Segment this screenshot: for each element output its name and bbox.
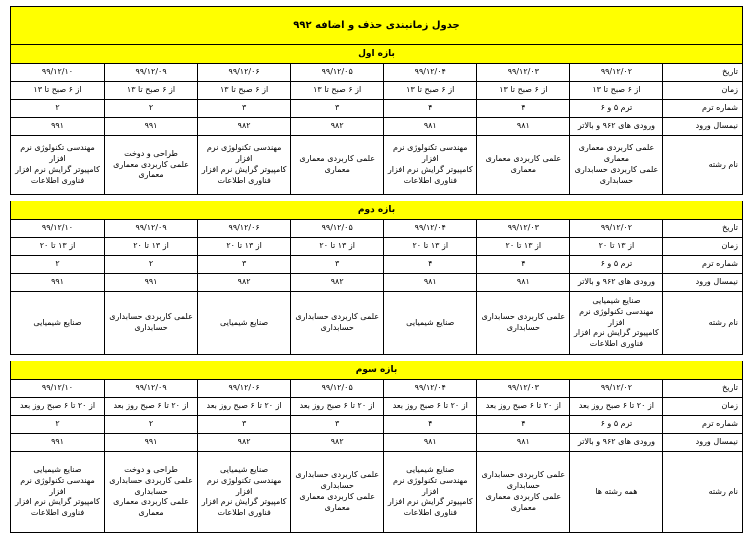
- field-name: مهندسی تکنولوژی نرم افزار: [20, 143, 95, 164]
- table-cell: ۹۹/۱۲/۰۶: [197, 380, 290, 397]
- table-cell: ۹۹/۱۲/۱۰: [41, 383, 74, 393]
- table-cell: از ۲۰ تا ۶ صبح روز بعد: [383, 398, 476, 415]
- field-name: معماری: [138, 508, 164, 518]
- table-cell: ۹۹/۱۲/۰۹: [104, 220, 197, 237]
- field-cell: [11, 452, 104, 532]
- table-cell: ۹۹۱: [104, 274, 197, 291]
- field-cell: [11, 136, 104, 194]
- field-cell: [569, 452, 662, 532]
- field-row: [11, 452, 742, 533]
- field-name: معماری: [138, 170, 164, 180]
- field-name: طراحی و دوخت: [124, 465, 178, 474]
- field-name: کامپیوتر گرایش نرم افزار: [387, 497, 473, 507]
- table-cell: ۴: [383, 100, 476, 117]
- table-cell: ۳: [290, 100, 383, 117]
- table-cell: ۹۹/۱۲/۰۵: [290, 64, 383, 81]
- row-label: شماره ترم: [662, 416, 742, 433]
- table-cell: ورودی های ۹۶۲ و بالاتر: [569, 274, 662, 291]
- table-cell: از ۲۰ تا ۶ صبح روز بعد: [104, 398, 197, 415]
- table-cell: از ۱۳ تا ۲۰: [569, 238, 662, 255]
- table-cell: ۹۹۱: [51, 121, 64, 131]
- field-name: همه رشته ها: [595, 486, 638, 496]
- row-label: نیمسال ورود: [662, 434, 742, 451]
- sections-container: [10, 45, 743, 533]
- table-cell: از ۱۳ تا ۲۰: [197, 238, 290, 255]
- field-name: صنایع شیمیایی: [406, 465, 455, 474]
- field-name: فناوری اطلاعات: [217, 175, 271, 185]
- field-name: مهندسی تکنولوژی نرم افزار: [206, 475, 282, 496]
- table-cell: ۹۹/۱۲/۱۰: [41, 67, 74, 77]
- table-cell: ۳: [197, 100, 290, 117]
- field-cell: [11, 292, 104, 354]
- table-cell: از ۱۳ تا ۲۰: [104, 238, 197, 255]
- section-title: بازه دوم: [11, 201, 742, 220]
- table-cell: از ۱۳ تا ۲۰: [476, 238, 569, 255]
- field-cell: [290, 136, 383, 194]
- table-cell: ۹۸۲: [290, 118, 383, 135]
- field-name: کامپیوتر گرایش نرم افزار: [201, 165, 287, 174]
- field-name: علمی کاربردی معماری: [485, 154, 562, 164]
- field-name: صنایع شیمیایی: [33, 317, 82, 327]
- field-name: طراحی و دوخت: [124, 148, 178, 158]
- field-name: فناوری اطلاعات: [30, 508, 85, 518]
- field-name: حسابداری: [506, 323, 540, 332]
- field-name: علمی کاربردی حسابداری: [109, 475, 193, 485]
- field-name: کامپیوتر گرایش نرم افزار: [15, 165, 100, 174]
- field-name: حسابداری: [320, 323, 354, 332]
- entry-row: [11, 434, 742, 452]
- field-name: علمی کاربردی حسابداری: [109, 312, 193, 322]
- field-name: علمی کاربردی حسابداری: [295, 312, 380, 322]
- table-cell: ۹۸۱: [476, 434, 569, 451]
- field-cell: [197, 292, 290, 354]
- table-cell: ۹۹۱: [51, 437, 64, 447]
- table-cell: ۹۸۱: [383, 434, 476, 451]
- field-name: مهندسی تکنولوژی نرم افزار: [206, 143, 282, 164]
- table-cell: ۹۹/۱۲/۰۵: [290, 380, 383, 397]
- table-cell: ۲: [55, 259, 60, 269]
- table-cell: ترم ۵ و ۶: [569, 416, 662, 433]
- table-cell: ورودی های ۹۶۲ و بالاتر: [569, 118, 662, 135]
- field-cell: [383, 136, 476, 194]
- term-row: [11, 416, 742, 434]
- row-label: زمان: [662, 398, 742, 415]
- field-name: علمی کاربردی معماری: [299, 492, 376, 501]
- field-name: کامپیوتر گرایش نرم افزار: [15, 497, 100, 507]
- table-cell: ۹۸۱: [476, 274, 569, 291]
- term-row: [11, 100, 742, 118]
- table-cell: از ۲۰ تا ۶ صبح روز بعد: [290, 398, 383, 415]
- table-cell: از ۶ صبح تا ۱۳: [104, 82, 197, 99]
- field-name: علمی کاربردی حسابداری: [481, 470, 566, 480]
- field-cell: [104, 292, 197, 354]
- field-cell: [290, 292, 383, 354]
- schedule-section: [10, 361, 743, 533]
- table-cell: ترم ۵ و ۶: [569, 256, 662, 273]
- row-label: نام رشته: [662, 452, 742, 532]
- table-cell: ۹۹۱: [104, 118, 197, 135]
- field-cell: [476, 292, 569, 354]
- table-cell: از ۲۰ تا ۶ صبح روز بعد: [19, 401, 96, 411]
- time-row: [11, 238, 742, 256]
- table-cell: ۹۸۱: [476, 118, 569, 135]
- table-cell: ۹۹/۱۲/۱۰: [41, 223, 74, 233]
- table-cell: ۹۸۲: [290, 434, 383, 451]
- table-cell: ۹۹/۱۲/۰۲: [569, 380, 662, 397]
- field-name: علمی کاربردی معماری: [578, 143, 655, 153]
- table-cell: ۴: [476, 100, 569, 117]
- table-cell: ۹۹/۱۲/۰۶: [197, 64, 290, 81]
- field-name: معماری: [603, 154, 630, 164]
- field-name: علمی کاربردی حسابداری: [295, 470, 380, 480]
- table-cell: ورودی های ۹۶۲ و بالاتر: [569, 434, 662, 451]
- table-cell: از ۱۳ تا ۲۰: [290, 238, 383, 255]
- table-cell: ۲: [104, 416, 197, 433]
- row-label: تاریخ: [662, 220, 742, 237]
- table-cell: از ۶ صبح تا ۱۳: [290, 82, 383, 99]
- field-name: صنایع شیمیایی: [406, 317, 455, 327]
- field-name: صنایع شیمیایی: [220, 317, 269, 327]
- row-label: شماره ترم: [662, 100, 742, 117]
- field-name: فناوری اطلاعات: [589, 339, 644, 349]
- field-name: مهندسی تکنولوژی نرم افزار: [392, 143, 468, 164]
- entry-row: [11, 118, 742, 136]
- table-cell: ۴: [383, 256, 476, 273]
- table-cell: ۹۹/۱۲/۰۴: [383, 64, 476, 81]
- table-cell: ۹۹/۱۲/۰۹: [104, 64, 197, 81]
- schedule-section: [10, 201, 743, 355]
- field-cell: [383, 452, 476, 532]
- field-name: فناوری اطلاعات: [30, 175, 85, 185]
- field-cell: [476, 452, 569, 532]
- field-name: کامپیوتر گرایش نرم افزار: [201, 497, 287, 507]
- schedule-table: [10, 6, 743, 533]
- date-row: [11, 64, 742, 82]
- table-cell: ۲: [104, 256, 197, 273]
- table-cell: از ۶ صبح تا ۱۳: [476, 82, 569, 99]
- table-cell: از ۶ صبح تا ۱۳: [33, 85, 82, 95]
- time-row: [11, 82, 742, 100]
- row-label: نام رشته: [662, 292, 742, 354]
- field-name: فناوری اطلاعات: [403, 508, 457, 518]
- table-cell: ۹۹/۱۲/۰۴: [383, 220, 476, 237]
- table-cell: ۹۸۲: [197, 434, 290, 451]
- table-cell: ۹۹/۱۲/۰۶: [197, 220, 290, 237]
- table-cell: از ۱۳ تا ۲۰: [383, 238, 476, 255]
- table-cell: ۹۹/۱۲/۰۳: [476, 380, 569, 397]
- field-name: معماری: [510, 502, 537, 512]
- table-cell: ۳: [290, 416, 383, 433]
- field-name: علمی کاربردی معماری: [113, 497, 189, 507]
- field-name: حسابداری: [134, 323, 168, 332]
- field-cell: [569, 292, 662, 354]
- table-cell: از ۶ صبح تا ۱۳: [197, 82, 290, 99]
- table-cell: ۹۹/۱۲/۰۳: [476, 220, 569, 237]
- table-cell: ۹۸۲: [197, 118, 290, 135]
- field-cell: [290, 452, 383, 532]
- table-cell: ۹۹/۱۲/۰۹: [104, 380, 197, 397]
- table-cell: از ۲۰ تا ۶ صبح روز بعد: [569, 398, 662, 415]
- time-row: [11, 398, 742, 416]
- table-cell: ۹۸۱: [383, 118, 476, 135]
- table-cell: ۲: [55, 103, 60, 113]
- field-name: علمی کاربردی معماری: [113, 159, 189, 169]
- table-cell: ۴: [476, 416, 569, 433]
- section-title: بازه اول: [11, 45, 742, 64]
- field-row: [11, 136, 742, 195]
- table-cell: ۳: [197, 416, 290, 433]
- table-cell: ۹۹/۱۲/۰۳: [476, 64, 569, 81]
- field-row: [11, 292, 742, 355]
- row-label: تاریخ: [662, 380, 742, 397]
- field-name: صنایع شیمیایی: [33, 465, 82, 474]
- table-cell: ۹۸۲: [290, 274, 383, 291]
- table-cell: از ۲۰ تا ۶ صبح روز بعد: [197, 398, 290, 415]
- table-cell: ترم ۵ و ۶: [569, 100, 662, 117]
- table-cell: ۹۸۱: [383, 274, 476, 291]
- field-name: کامپیوتر گرایش نرم افزار: [574, 328, 659, 338]
- table-cell: ۳: [290, 256, 383, 273]
- table-cell: ۲: [104, 100, 197, 117]
- field-cell: [104, 452, 197, 532]
- row-label: زمان: [662, 238, 742, 255]
- table-cell: ۹۹۱: [104, 434, 197, 451]
- field-name: حسابداری: [506, 481, 540, 491]
- date-row: [11, 380, 742, 398]
- table-cell: ۴: [476, 256, 569, 273]
- field-name: معماری: [510, 165, 537, 174]
- field-name: معماری: [324, 502, 350, 512]
- table-cell: ۹۹/۱۲/۰۲: [569, 220, 662, 237]
- table-cell: ۹۹/۱۲/۰۴: [383, 380, 476, 397]
- table-cell: از ۶ صبح تا ۱۳: [569, 82, 662, 99]
- table-cell: ۹۹/۱۲/۰۲: [569, 64, 662, 81]
- field-name: صنایع شیمیایی: [592, 296, 641, 305]
- table-cell: ۹۹/۱۲/۰۵: [290, 220, 383, 237]
- table-cell: از ۱۳ تا ۲۰: [39, 241, 76, 251]
- table-cell: ۳: [197, 256, 290, 273]
- field-name: مهندسی تکنولوژی نرم افزار: [20, 475, 95, 496]
- table-cell: ۹۸۲: [197, 274, 290, 291]
- row-label: نیمسال ورود: [662, 274, 742, 291]
- field-name: مهندسی تکنولوژی نرم افزار: [579, 306, 654, 327]
- entry-row: [11, 274, 742, 292]
- table-cell: ۹۹۱: [51, 277, 64, 287]
- table-cell: از ۲۰ تا ۶ صبح روز بعد: [476, 398, 569, 415]
- field-cell: [476, 136, 569, 194]
- field-name: حسابداری: [599, 175, 634, 185]
- row-label: نیمسال ورود: [662, 118, 742, 135]
- field-cell: [569, 136, 662, 194]
- term-row: [11, 256, 742, 274]
- field-name: حسابداری: [320, 481, 354, 491]
- schedule-section: [10, 45, 743, 195]
- section-title: بازه سوم: [11, 361, 742, 380]
- field-name: مهندسی تکنولوژی نرم افزار: [392, 475, 468, 496]
- row-label: شماره ترم: [662, 256, 742, 273]
- table-cell: ۴: [383, 416, 476, 433]
- row-label: تاریخ: [662, 64, 742, 81]
- field-cell: [383, 292, 476, 354]
- field-name: علمی کاربردی معماری: [299, 154, 376, 164]
- field-name: کامپیوتر گرایش نرم افزار: [387, 165, 473, 174]
- field-cell: [104, 136, 197, 194]
- table-cell: ۲: [55, 419, 60, 429]
- field-name: فناوری اطلاعات: [403, 175, 457, 185]
- date-row: [11, 220, 742, 238]
- page-title: جدول زمانبندی حذف و اضافه ۹۹۲: [10, 6, 743, 45]
- row-label: نام رشته: [662, 136, 742, 194]
- field-name: صنایع شیمیایی: [220, 465, 269, 474]
- field-cell: [197, 136, 290, 194]
- field-name: معماری: [324, 165, 350, 174]
- field-name: علمی کاربردی معماری: [485, 492, 562, 501]
- field-name: علمی کاربردی حسابداری: [481, 312, 566, 322]
- field-cell: [197, 452, 290, 532]
- field-name: فناوری اطلاعات: [217, 508, 271, 518]
- table-cell: از ۶ صبح تا ۱۳: [383, 82, 476, 99]
- row-label: زمان: [662, 82, 742, 99]
- field-name: علمی کاربردی حسابداری: [574, 165, 659, 174]
- field-name: حسابداری: [134, 486, 168, 496]
